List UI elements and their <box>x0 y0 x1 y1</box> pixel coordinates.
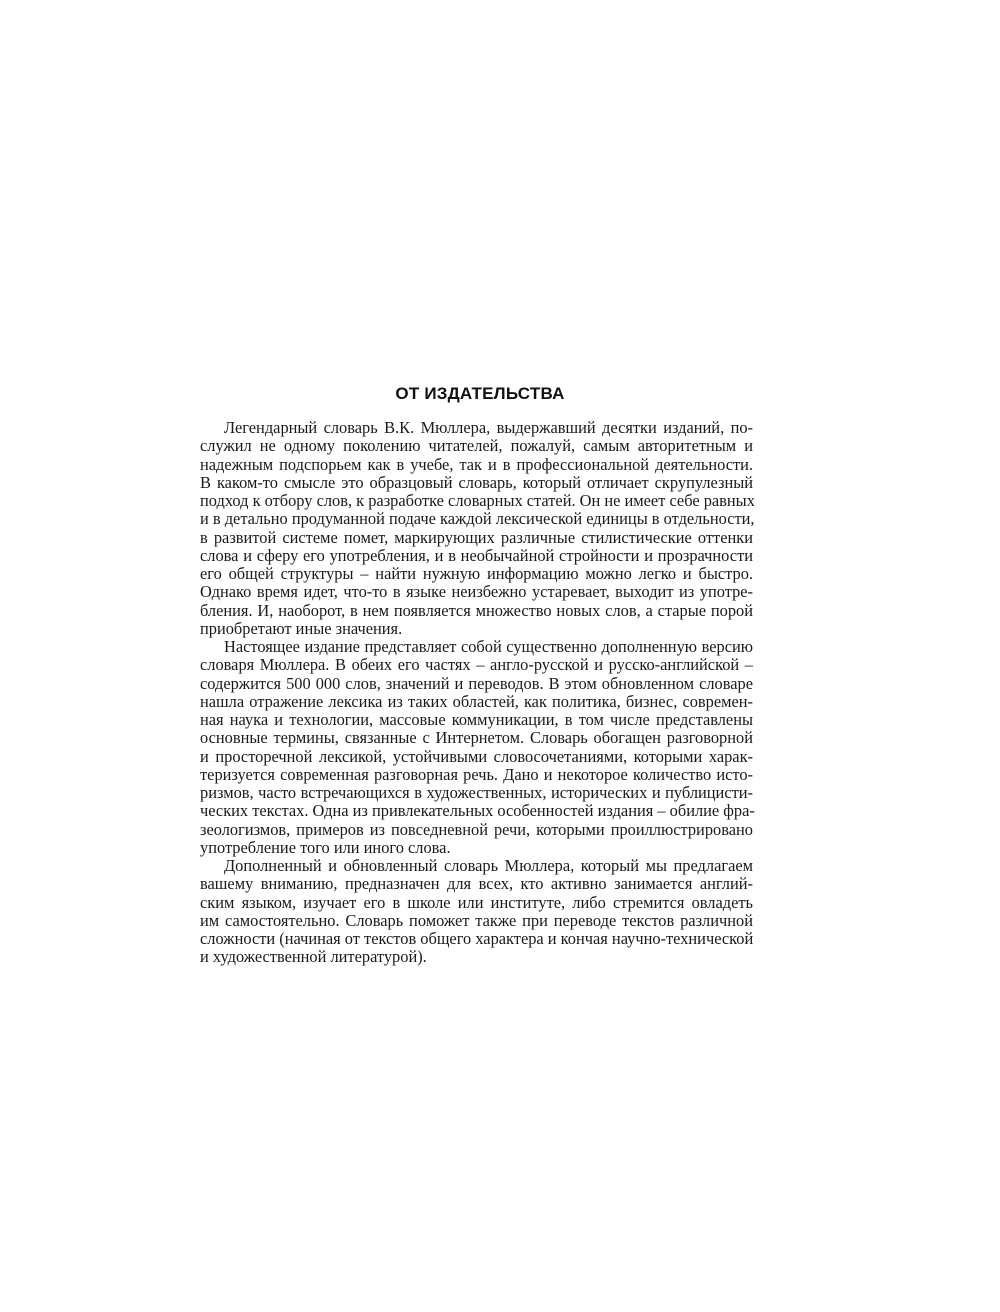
paragraph-line: словаря Мюллера. В обеих его частях – англо-русской и русско-английской – <box>200 655 753 675</box>
page-title: ОТ ИЗДАТЕЛЬСТВА <box>395 384 565 403</box>
paragraph-line: зеологизмов, примеров из повседневной речи, которыми проиллюстрировано <box>200 819 753 839</box>
paragraph-2 <box>200 638 753 857</box>
paragraph-line: Легендарный словарь В.К. Мюллера, выдержавший десятки изданий, по- <box>224 418 753 437</box>
paragraph-line: сложности (начиная от текстов общего характера и кончая научно-технической <box>200 929 754 948</box>
paragraph-line: ческих текстах. Одна из привлекательных особенностей издания – обилие фра- <box>200 801 755 821</box>
paragraph-line: подход к отбору слов, к разработке словарных статей. Он не имеет себе равных <box>200 491 755 510</box>
paragraph-line: его общей структуры – найти нужную информацию можно легко и быстро. <box>200 564 753 583</box>
paragraph-line: Дополненный и обновленный словарь Мюллера, который мы предлагаем <box>224 856 753 875</box>
paragraph-line: употребление того или иного слова. <box>200 837 451 857</box>
paragraph-line: Однако время идет, что-то в языке неизбежно устаревает, выходит из употре- <box>200 582 753 602</box>
paragraph-line: содержится 500 000 слов, значений и переводов. В этом обновленном словаре <box>200 673 753 693</box>
paragraph-1 <box>200 419 753 638</box>
paragraph-line: бления. И, наоборот, в нем появляется множество новых слов, а старые порой <box>200 600 753 620</box>
paragraph-line: слова и сферу его употребления, и в необычайной стройности и прозрачности <box>200 545 753 565</box>
paragraph-line: ризмов, часто встречающихся в художественных, исторических и публицисти- <box>200 783 753 802</box>
paragraph-line: и художественной литературой). <box>200 947 427 967</box>
body-text <box>200 419 753 967</box>
paragraph-line: надежным подспорьем как в учебе, так и в профессиональной деятельности. <box>200 454 753 474</box>
paragraph-line: нашла отражение лексика из таких областей, как политика, бизнес, современ- <box>200 691 753 711</box>
paragraph-line: В каком-то смысле это образцовый словарь, который отличает скрупулезный <box>200 472 753 492</box>
paragraph-line: Настоящее издание представляет собой существенно дополненную версию <box>224 637 753 656</box>
paragraph-line: приобретают иные значения. <box>200 618 403 638</box>
paragraph-line: и просторечной лексикой, устойчивыми словосочетаниями, которыми харак- <box>200 746 753 766</box>
paragraph-line: в развитой системе помет, маркирующих различные стилистические оттенки <box>200 527 753 547</box>
paragraph-line: вашему вниманию, предназначен для всех, кто активно занимается англий- <box>200 874 753 894</box>
paragraph-3 <box>200 857 753 967</box>
paragraph-line: им самостоятельно. Словарь поможет также при переводе текстов различной <box>200 910 753 930</box>
paragraph-line: теризуется современная разговорная речь. Дано и некоторое количество исто- <box>200 764 753 784</box>
paragraph-line: ная наука и технологии, массовые коммуникации, в том числе представлены <box>200 710 753 729</box>
paragraph-line: ским языком, изучает его в школе или институте, либо стремится овладеть <box>200 892 753 912</box>
paragraph-line: и в детально продуманной подаче каждой лексической единицы в отдельности, <box>200 509 755 529</box>
paragraph-line: основные термины, связанные с Интернетом. Словарь обогащен разговорной <box>200 728 753 748</box>
paragraph-line: служил не одному поколению читателей, пожалуй, самым авторитетным и <box>200 436 753 456</box>
